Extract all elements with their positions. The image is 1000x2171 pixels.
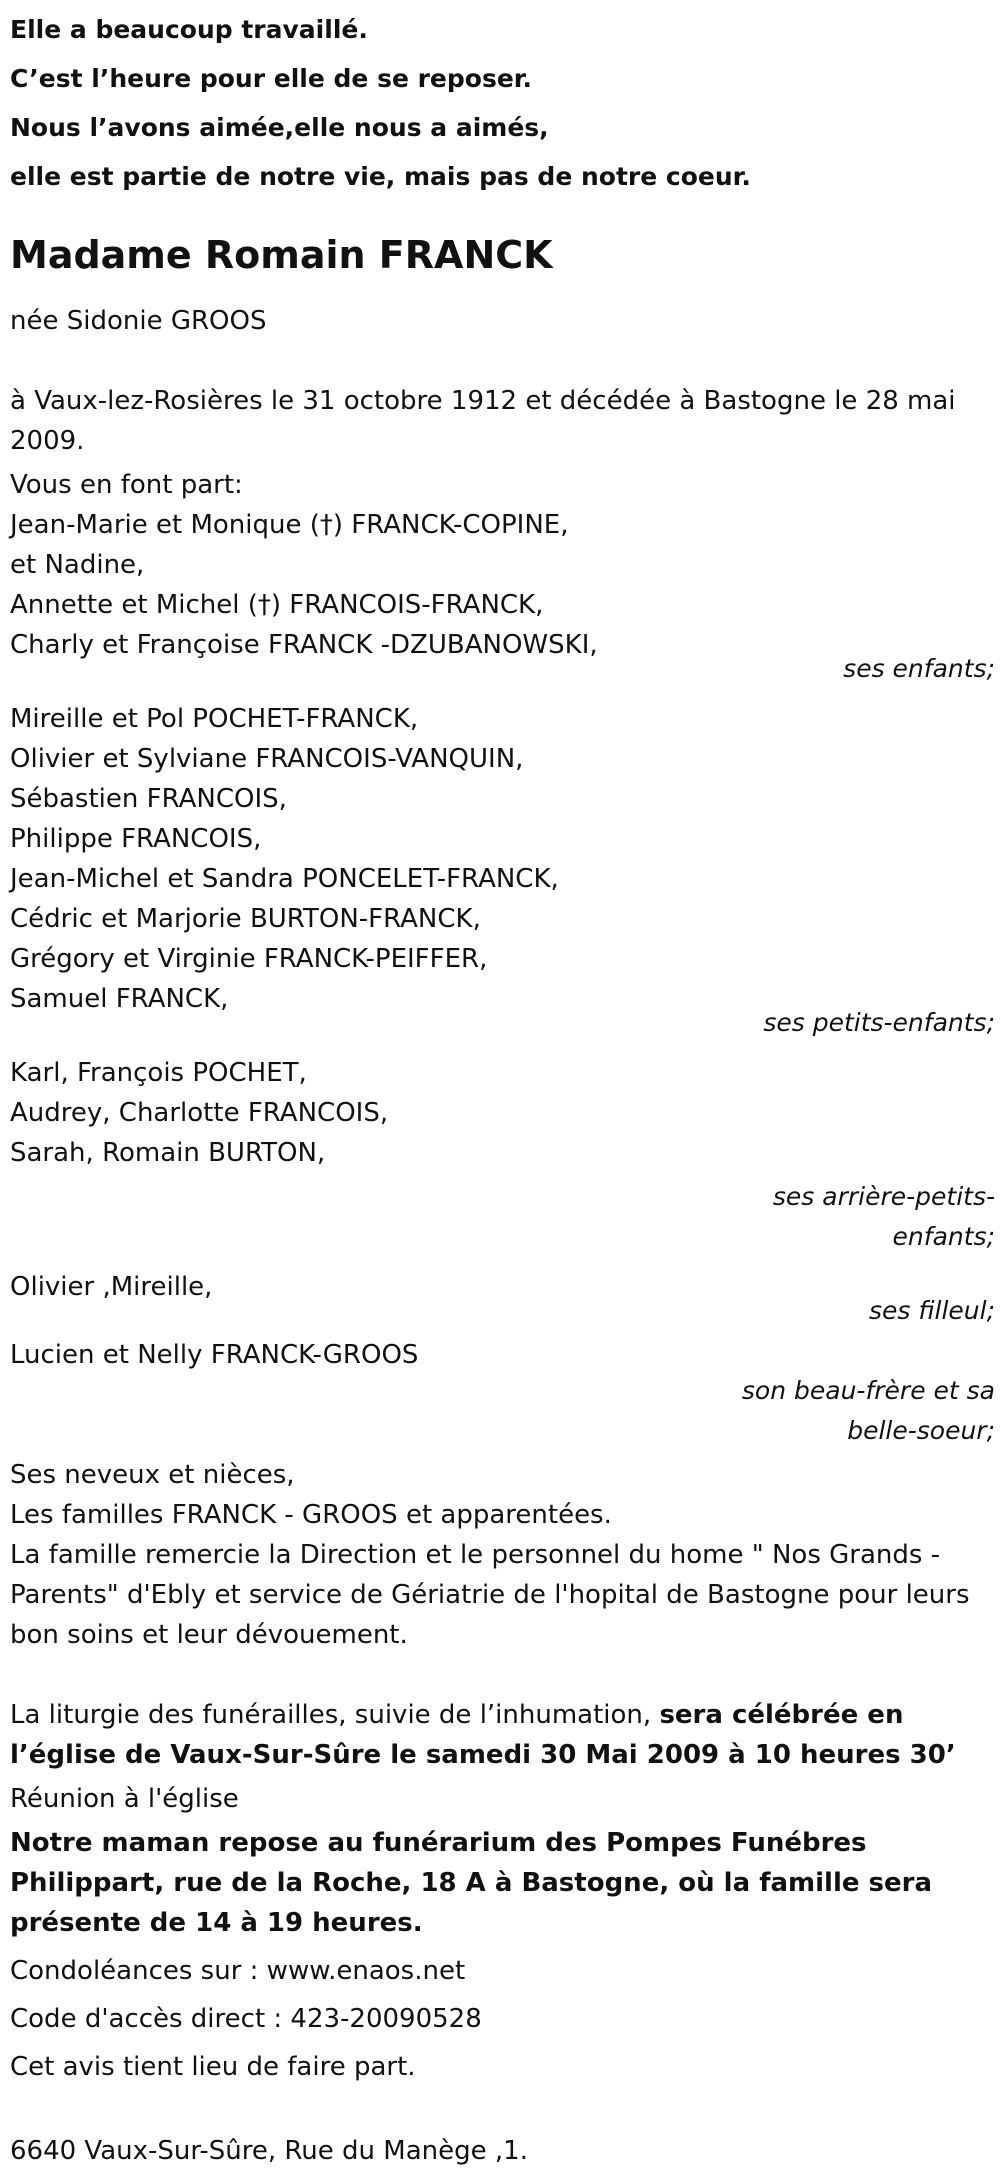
children-group	[10, 505, 995, 689]
godchildren-group	[10, 1267, 995, 1331]
family-line: Ses neveux et nièces,	[10, 1460, 295, 1490]
others-group	[10, 1455, 995, 1535]
poem	[10, 5, 995, 201]
role-label: son beau-frère et sa belle-soeur;	[741, 1376, 995, 1445]
birth-name: née Sidonie GROOS	[10, 306, 267, 336]
liturgy-paragraph	[10, 1695, 995, 1775]
family-line: Audrey, Charlotte FRANCOIS,	[10, 1098, 389, 1128]
address-line: 6640 Vaux-Sur-Sûre, Rue du Manège ,1.	[10, 2136, 528, 2166]
family-line: Lucien et Nelly FRANCK-GROOS	[10, 1340, 419, 1370]
liturgy-text: La liturgie des funérailles, suivie de l’inhumation,	[10, 1700, 660, 1730]
family-line: Olivier ,Mireille,	[10, 1272, 213, 1302]
poem-line: C’est l’heure pour elle de se reposer.	[10, 64, 533, 93]
family-line: Karl, François POCHET,	[10, 1058, 307, 1088]
role-label: ses arrière-petits-enfants;	[772, 1182, 995, 1251]
notice-line: Cet avis tient lieu de faire part.	[10, 2052, 416, 2082]
condolences-line: Condoléances sur : www.enaos.net	[10, 1956, 466, 1986]
family-line: Philippe FRANCOIS,	[10, 824, 262, 854]
meeting-place: Réunion à l'église	[10, 1784, 239, 1814]
liturgy-details: sera célébrée en l’église de Vaux-Sur-Sûre le samedi 30 Mai 2009 à 10 heures 30’	[10, 1700, 956, 1770]
family-line: Les familles FRANCK - GROOS et apparentées.	[10, 1500, 612, 1530]
grandchildren-group	[10, 699, 995, 1043]
thanks-paragraph: La famille remercie la Direction et le personnel du home " Nos Grands - Parents" d'Ebly et service de Gériatrie de l'hopital de Bastogne pour leurs bon soins et leur dévouement.	[10, 1540, 970, 1650]
role-label: ses petits-enfants;	[763, 1008, 995, 1037]
family-line: Sébastien FRANCOIS,	[10, 784, 287, 814]
family-line: et Nadine,	[10, 550, 145, 580]
family-line: Samuel FRANCK,	[10, 984, 229, 1014]
obituary-content	[10, 5, 995, 2171]
family-line: Jean-Marie et Monique (†) FRANCK-COPINE,	[10, 510, 569, 540]
family-line: Cédric et Marjorie BURTON-FRANCK,	[10, 904, 481, 934]
poem-line: Elle a beaucoup travaillé.	[10, 15, 368, 44]
family-line: Charly et Françoise FRANCK -DZUBANOWSKI,	[10, 630, 598, 660]
funerarium-info: Notre maman repose au funérarium des Pompes Funébres Philippart, rue de la Roche, 18 A à Bastogne, où la famille sera présente de 14 à 19 heures.	[10, 1828, 933, 1938]
family-line: Sarah, Romain BURTON,	[10, 1138, 326, 1168]
role-label: ses enfants;	[843, 654, 995, 683]
deceased-name: Madame Romain FRANCK	[10, 233, 553, 277]
family-line: Mireille et Pol POCHET-FRANCK,	[10, 704, 419, 734]
family-line: Grégory et Virginie FRANCK-PEIFFER,	[10, 944, 488, 974]
family-line: Olivier et Sylviane FRANCOIS-VANQUIN,	[10, 744, 524, 774]
family-line: Jean-Michel et Sandra PONCELET-FRANCK,	[10, 864, 559, 894]
poem-line: Nous l’avons aimée,elle nous a aimés,	[10, 113, 549, 142]
access-code-line: Code d'accès direct : 423-20090528	[10, 2004, 482, 2034]
great-grandchildren-group	[10, 1053, 995, 1257]
birth-death-info: à Vaux-lez-Rosières le 31 octobre 1912 et décédée à Bastogne le 28 mai 2009.	[10, 386, 956, 456]
intro-text: Vous en font part:	[10, 470, 243, 500]
in-laws-group	[10, 1335, 995, 1451]
family-line: Annette et Michel (†) FRANCOIS-FRANCK,	[10, 590, 544, 620]
poem-line: elle est partie de notre vie, mais pas de notre coeur.	[10, 162, 751, 191]
role-label: ses filleul;	[868, 1296, 995, 1325]
